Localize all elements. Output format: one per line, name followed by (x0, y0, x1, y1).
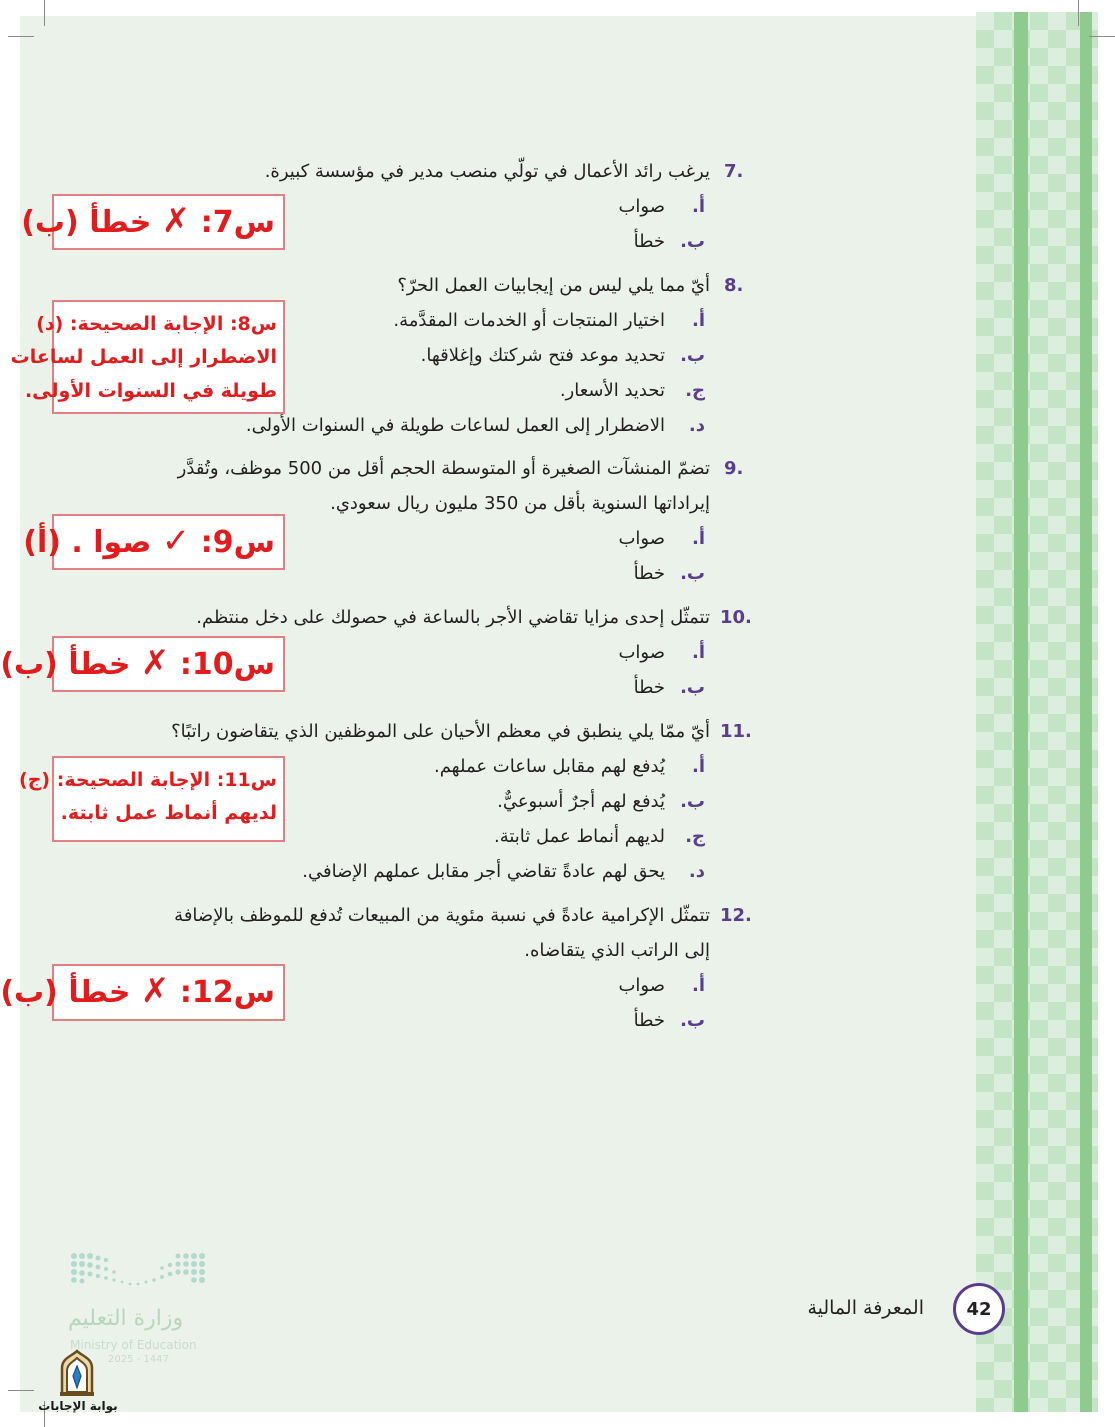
option-text: يُدفع لهم أجرٌ أسبوعيٌّ. (497, 791, 665, 812)
option-letter: أ. (691, 642, 705, 663)
option-letter: د. (688, 861, 705, 882)
option-letter: ب. (680, 791, 705, 812)
option-text: يحق لهم عادةً تقاضي أجر مقابل عملهم الإضافي. (302, 861, 665, 882)
page-number: 42 (953, 1283, 1005, 1335)
question-text: تضمّ المنشآت الصغيرة أو المتوسطة الحجم أقل من 500 موظف، وتُقدَّر (177, 458, 710, 479)
answer-text: خطأ (ب) (21, 205, 152, 240)
question-text: أيّ مما يلي ليس من إيجابيات العمل الحرّ؟ (397, 275, 710, 296)
crop-mark (1078, 0, 1079, 26)
option-text: يُدفع لهم مقابل ساعات عملهم. (433, 756, 665, 777)
option-letter: ج. (685, 380, 705, 401)
crop-mark (8, 36, 34, 37)
option-letter: ج. (685, 826, 705, 847)
question-text: يرغب رائد الأعمال في تولّي منصب مدير في مؤسسة كبيرة. (264, 161, 710, 182)
option-letter: أ. (691, 756, 705, 777)
option-letter: ب. (680, 563, 705, 584)
cross-mark-icon: ✗ (161, 201, 191, 241)
option-letter: أ. (691, 528, 705, 549)
ministry-name-english: Ministry of Education (70, 1338, 197, 1352)
option-text: تحديد موعد فتح شركتك وإغلاقها. (420, 345, 665, 366)
question-text: إلى الراتب الذي يتقاضاه. (524, 940, 710, 961)
question-number: 10. (720, 607, 752, 628)
option-letter: أ. (691, 975, 705, 996)
answer-text: صوا . (أ) (23, 525, 152, 560)
question-text: تتمثّل إحدى مزايا تقاضي الأجر بالساعة في حصولك على دخل منتظم. (196, 607, 710, 628)
option-text: خطأ (633, 677, 665, 698)
portal-logo-icon (52, 1348, 102, 1398)
answer-label: س10: (179, 647, 275, 682)
answer-box-7 (21, 194, 285, 250)
answer-label: س12: (179, 975, 275, 1010)
option-text: صواب (618, 642, 665, 663)
crop-mark (8, 1390, 34, 1391)
answer-line: س11: الإجابة الصحيحة: (ج) (19, 769, 277, 791)
check-mark-icon: ✓ (161, 521, 191, 561)
question-text: تتمثّل الإكرامية عادةً في نسبة مئوية من المبيعات تُدفع للموظف بالإضافة (174, 905, 710, 926)
cross-mark-icon: ✗ (140, 643, 170, 683)
cross-mark-icon: ✗ (140, 971, 170, 1011)
answer-label: س9: (200, 525, 275, 560)
option-text: خطأ (633, 231, 665, 252)
option-text: صواب (618, 975, 665, 996)
answer-box-10 (0, 636, 285, 692)
option-letter: أ. (691, 310, 705, 331)
answer-box-11 (19, 756, 285, 842)
answer-box-9 (23, 514, 285, 570)
answer-line: س8: الإجابة الصحيحة: (د) (36, 313, 277, 335)
option-text: صواب (618, 528, 665, 549)
option-text: خطأ (633, 563, 665, 584)
answer-box-12 (0, 964, 285, 1021)
book-title: المعرفة المالية (807, 1297, 924, 1319)
option-text: الاضطرار إلى العمل لساعات طويلة في السنوات الأولى. (245, 415, 665, 436)
answer-line: طويلة في السنوات الأولى. (24, 379, 277, 402)
option-letter: ب. (680, 1010, 705, 1031)
question-number: 12. (720, 905, 752, 926)
answer-box-8 (10, 300, 285, 414)
option-letter: ب. (680, 677, 705, 698)
answer-line: الاضطرار إلى العمل لساعات (10, 346, 277, 369)
option-text: اختيار المنتجات أو الخدمات المقدَّمة. (393, 310, 665, 331)
option-text: صواب (618, 196, 665, 217)
decorative-stripe (1080, 12, 1092, 1412)
option-letter: ب. (680, 231, 705, 252)
question-text: أيّ ممّا يلي ينطبق في معظم الأحيان على الموظفين الذي يتقاضون راتبًا؟ (171, 721, 710, 742)
question-number: 7. (724, 161, 744, 182)
question-number: 11. (720, 721, 752, 742)
option-letter: ب. (680, 345, 705, 366)
question-number: 8. (724, 275, 744, 296)
answer-label: س7: (200, 205, 275, 240)
option-letter: د. (688, 415, 705, 436)
ministry-year: 2025 - 1447 (108, 1354, 169, 1365)
crop-mark (44, 0, 45, 26)
option-letter: أ. (691, 196, 705, 217)
option-text: خطأ (633, 1010, 665, 1031)
answer-line: لديهم أنماط عمل ثابتة. (60, 802, 277, 825)
option-text: تحديد الأسعار. (559, 380, 665, 401)
crop-mark (1089, 36, 1115, 37)
ministry-name-arabic: وزارة التعليم (68, 1306, 184, 1331)
portal-name: بوابة الإجابات (38, 1399, 118, 1413)
option-text: لديهم أنماط عمل ثابتة. (493, 826, 665, 847)
ministry-logo-icon (68, 1250, 208, 1300)
answer-text: خطأ (ب) (0, 647, 131, 682)
answer-text: خطأ (ب) (0, 975, 131, 1010)
question-text: إيراداتها السنوية بأقل من 350 مليون ريال سعودي. (330, 493, 710, 514)
question-number: 9. (724, 458, 744, 479)
decorative-stripe (1014, 12, 1028, 1412)
